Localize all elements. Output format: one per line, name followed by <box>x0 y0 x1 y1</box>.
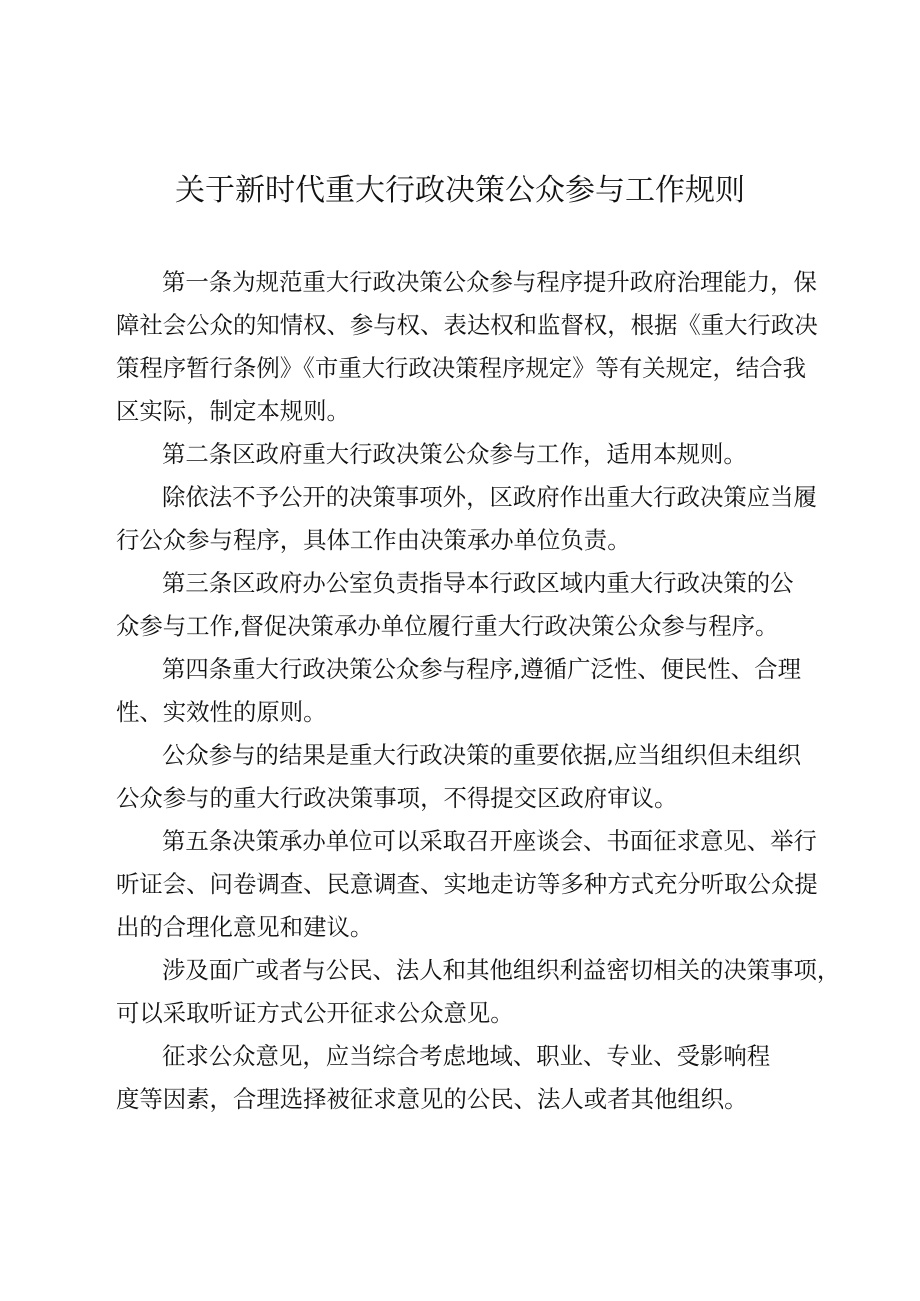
document-title: 关于新时代重大行政决策公众参与工作规则 <box>175 173 745 208</box>
article-5-line-3: 出的合理化意见和建议。 <box>116 913 374 941</box>
article-4-line-2: 性、实效性的原则。 <box>116 698 327 726</box>
article-1-line-1: 第一条为规范重大行政决策公众参与程序提升政府治理能力，保 <box>162 268 817 296</box>
article-5-para-2-line-1: 涉及面广或者与公民、法人和其他组织利益密切相关的决策事项， <box>162 956 841 984</box>
article-5-para-3-line-1: 征求公众意见，应当综合考虑地域、职业、专业、受影响程 <box>162 1042 771 1070</box>
article-1-line-3: 策程序暂行条例》《市重大行政决策程序规定》等有关规定，结合我 <box>116 354 807 382</box>
article-1-line-2: 障社会公众的知情权、参与权、表达权和监督权，根据《重大行政决 <box>116 311 818 339</box>
article-4-para-2-line-2: 公众参与的重大行政决策事项，不得提交区政府审议。 <box>116 784 678 812</box>
article-5-line-2: 听证会、问卷调查、民意调查、实地走访等多种方式充分听取公众提 <box>116 870 818 898</box>
article-2-para-2-line-2: 行公众参与程序，具体工作由决策承办单位负责。 <box>116 526 631 554</box>
article-4-para-2-line-1: 公众参与的结果是重大行政决策的重要依据,应当组织但未组织 <box>162 741 801 769</box>
article-3-line-2: 众参与工作,督促决策承办单位履行重大行政决策公众参与程序。 <box>116 612 779 640</box>
article-5-para-2-line-2: 可以采取听证方式公开征求公众意见。 <box>116 999 514 1027</box>
article-3-line-1: 第三条区政府办公室负责指导本行政区域内重大行政决策的公 <box>162 569 794 597</box>
article-1-line-4: 区实际，制定本规则。 <box>116 397 350 425</box>
article-2-para-2-line-1: 除依法不予公开的决策事项外，区政府作出重大行政决策应当履 <box>162 483 817 511</box>
article-4-line-1: 第四条重大行政决策公众参与程序,遵循广泛性、便民性、合理 <box>162 655 801 683</box>
article-5-line-1: 第五条决策承办单位可以采取召开座谈会、书面征求意见、举行 <box>162 827 817 855</box>
article-2-line-1: 第二条区政府重大行政决策公众参与工作，适用本规则。 <box>162 440 747 468</box>
article-5-para-3-line-2: 度等因素，合理选择被征求意见的公民、法人或者其他组织。 <box>116 1085 748 1113</box>
